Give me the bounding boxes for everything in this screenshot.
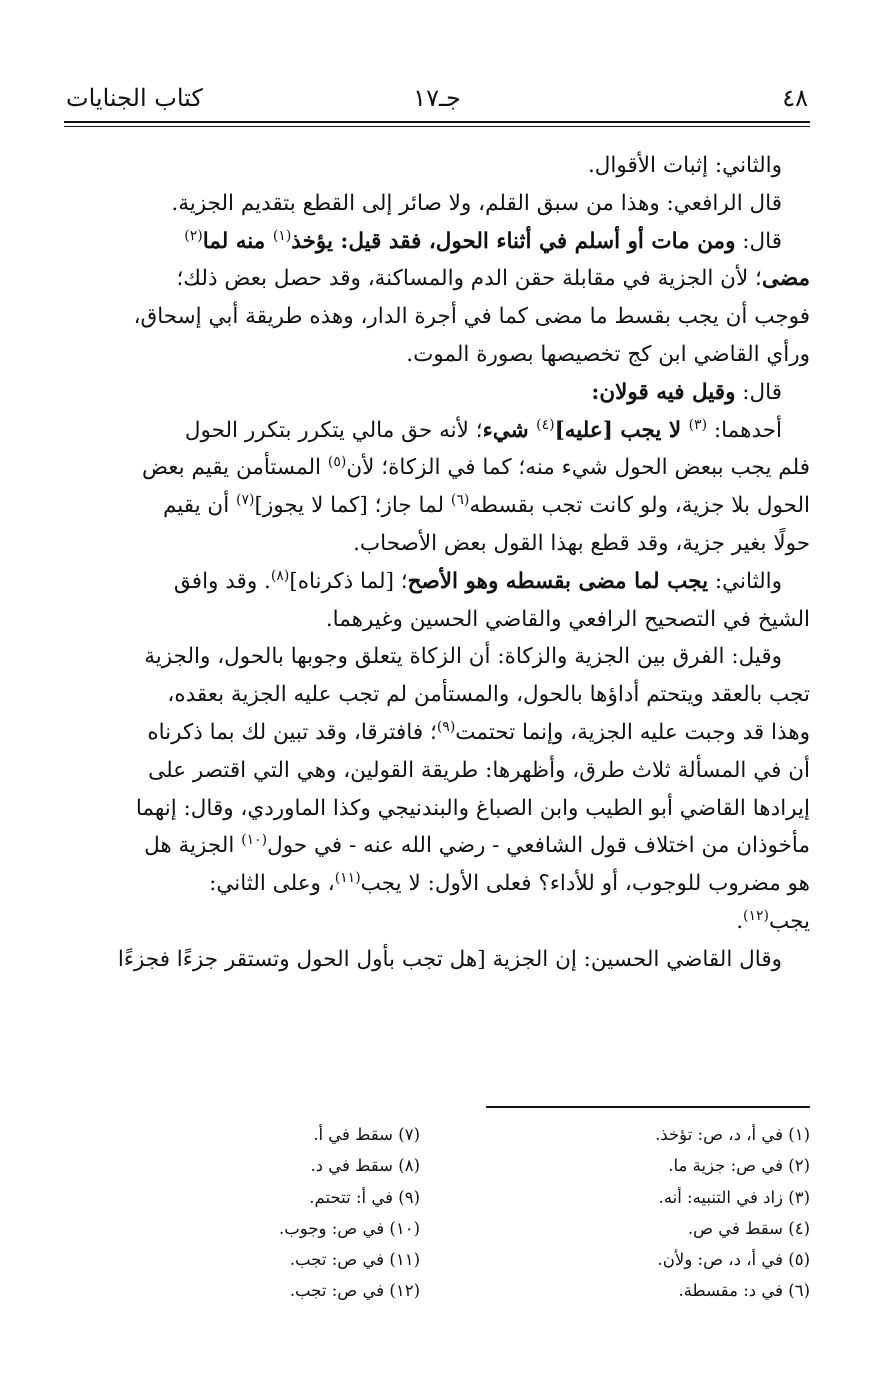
- header-rule-thick: [64, 121, 810, 123]
- book-title: كتاب الجنايات: [66, 84, 203, 112]
- paragraph: قال: ومن مات أو أسلم في أثناء الحول، فقد قيل: يؤخذ$^{(١)}$ منه لما$^{(٢)}$ مضى؛ لأن الجزية في مقابلة حقن الدم والمساكنة، وقد حصل بعض ذلك؛ فوجب أن يجب بقسط ما مضى كما في أجرة الدار، وهذه طريقة أبي إسحاق، ورأي القاضي ابن كج تخصيصها بصورة الموت.: [133, 227, 810, 367]
- page-number: ٤٨: [782, 84, 808, 112]
- paragraph: وقيل: الفرق بين الجزية والزكاة: أن الزكاة يتعلق وجوبها بالحول، والجزية تجب بالعقد ويتحتم أداؤها بالحول، والمستأمن لم تجب عليه الجزية بعقده، وهذا قد وجبت عليه الجزية، وإنما تحتمت$^{(٩)}$؛ فافترقا، وقد تبين لك بما ذكرناه أن في المسألة ثلاث طرق، وأظهرها: طريقة القولين، وهي التي اقتصر على إيرادها القاضي أبو الطيب وابن الصباغ والبندنيجي وكذا الماوردي، وقال: إنهما مأخوذان من اختلاف قول الشافعي - رضي الله عنه - في حول$^{(١٠)}$ الجزية هل هو مضروب للوجوب، أو للأداء؟ فعلى الأول: لا يجب$^{(١١)}$، وعلى الثاني: يجب$^{(١٢)}$.: [135, 644, 810, 934]
- footnote: (٥) في أ، د، ص: ولأن.: [657, 1250, 810, 1270]
- volume-label: جـ١٧: [413, 84, 461, 112]
- paragraph: والثاني: إثبات الأقوال.: [587, 153, 782, 178]
- footnote-ref: (١): [272, 227, 292, 244]
- footnote-ref: (٧): [236, 492, 255, 509]
- footnote-ref: (٩): [436, 718, 456, 735]
- paragraph: وقال القاضي الحسين: إن الجزية [هل تجب بأول الحول وتستقر جزءًا فجزءًا: [117, 946, 782, 972]
- footnote-ref: (١٢): [743, 907, 770, 924]
- footnote: (٦) في د: مقسطة.: [678, 1281, 810, 1301]
- footnote: (١١) في ص: تجب.: [289, 1250, 420, 1270]
- footnote-ref: (٦): [450, 492, 470, 509]
- footnote: (١٠) في ص: وجوب.: [279, 1218, 420, 1238]
- footnote: (٣) زاد في التنبيه: أنه.: [658, 1187, 810, 1207]
- footnote-ref: (٤): [536, 416, 555, 433]
- paragraph: والثاني: يجب لما مضى بقسطه وهو الأصح؛ [لما ذكرناه]$^{(٨)}$. وقد وافق الشيخ في التصحيح الرافعي والقاضي الحسين وغيرهما.: [173, 567, 810, 632]
- footnote: (١) في أ، د، ص: تؤخذ.: [655, 1125, 810, 1144]
- paragraph: أحدهما: $^{(٣)}$ لا يجب [عليه]$^{(٤)}$ شيء؛ لأنه حق مالي يتكرر بتكرر الحول فلم يجب ببعض الحول شيء منه؛ كما في الزكاة؛ لأن$^{(٥)}$ المستأمن يقيم بعض الحول بلا جزية، ولو كانت تجب بقسطه$^{(٦)}$ لما جاز؛ [كما لا يجوز]$^{(٧)}$ أن يقيم حولًا بغير جزية، وقد قطع بهذا القول بعض الأصحاب.: [141, 416, 810, 556]
- paragraph: قال الرافعي: وهذا من سبق القلم، ولا صائر إلى القطع بتقديم الجزية.: [171, 190, 782, 216]
- footnote-separator: [486, 1106, 810, 1108]
- footnote: (١٢) في ص: تجب.: [289, 1281, 420, 1301]
- footnote-ref: (٣): [688, 416, 708, 433]
- page-header: [66, 84, 808, 116]
- footnote-ref: (٥): [327, 454, 347, 471]
- footnote-ref: (٨): [270, 567, 290, 584]
- footnote-ref: (١٠): [241, 832, 268, 849]
- main-text: [64, 147, 810, 979]
- footnote-ref: (٢): [184, 227, 203, 244]
- footnote-ref: (١١): [334, 869, 361, 886]
- footnote: (٨) سقط في د.: [310, 1156, 420, 1176]
- footnote: (٢) في ص: جزية ما.: [668, 1156, 810, 1176]
- footnote-column-left: [90, 1119, 420, 1307]
- footnote-column-right: [480, 1119, 810, 1307]
- footnote: (٧) سقط في أ.: [313, 1125, 420, 1144]
- footnote: (٤) سقط في ص.: [687, 1218, 810, 1238]
- header-rule-thin: [64, 126, 810, 127]
- paragraph: قال: وقيل فيه قولان:: [591, 379, 782, 405]
- footnote: (٩) في أ: تتحتم.: [309, 1187, 420, 1207]
